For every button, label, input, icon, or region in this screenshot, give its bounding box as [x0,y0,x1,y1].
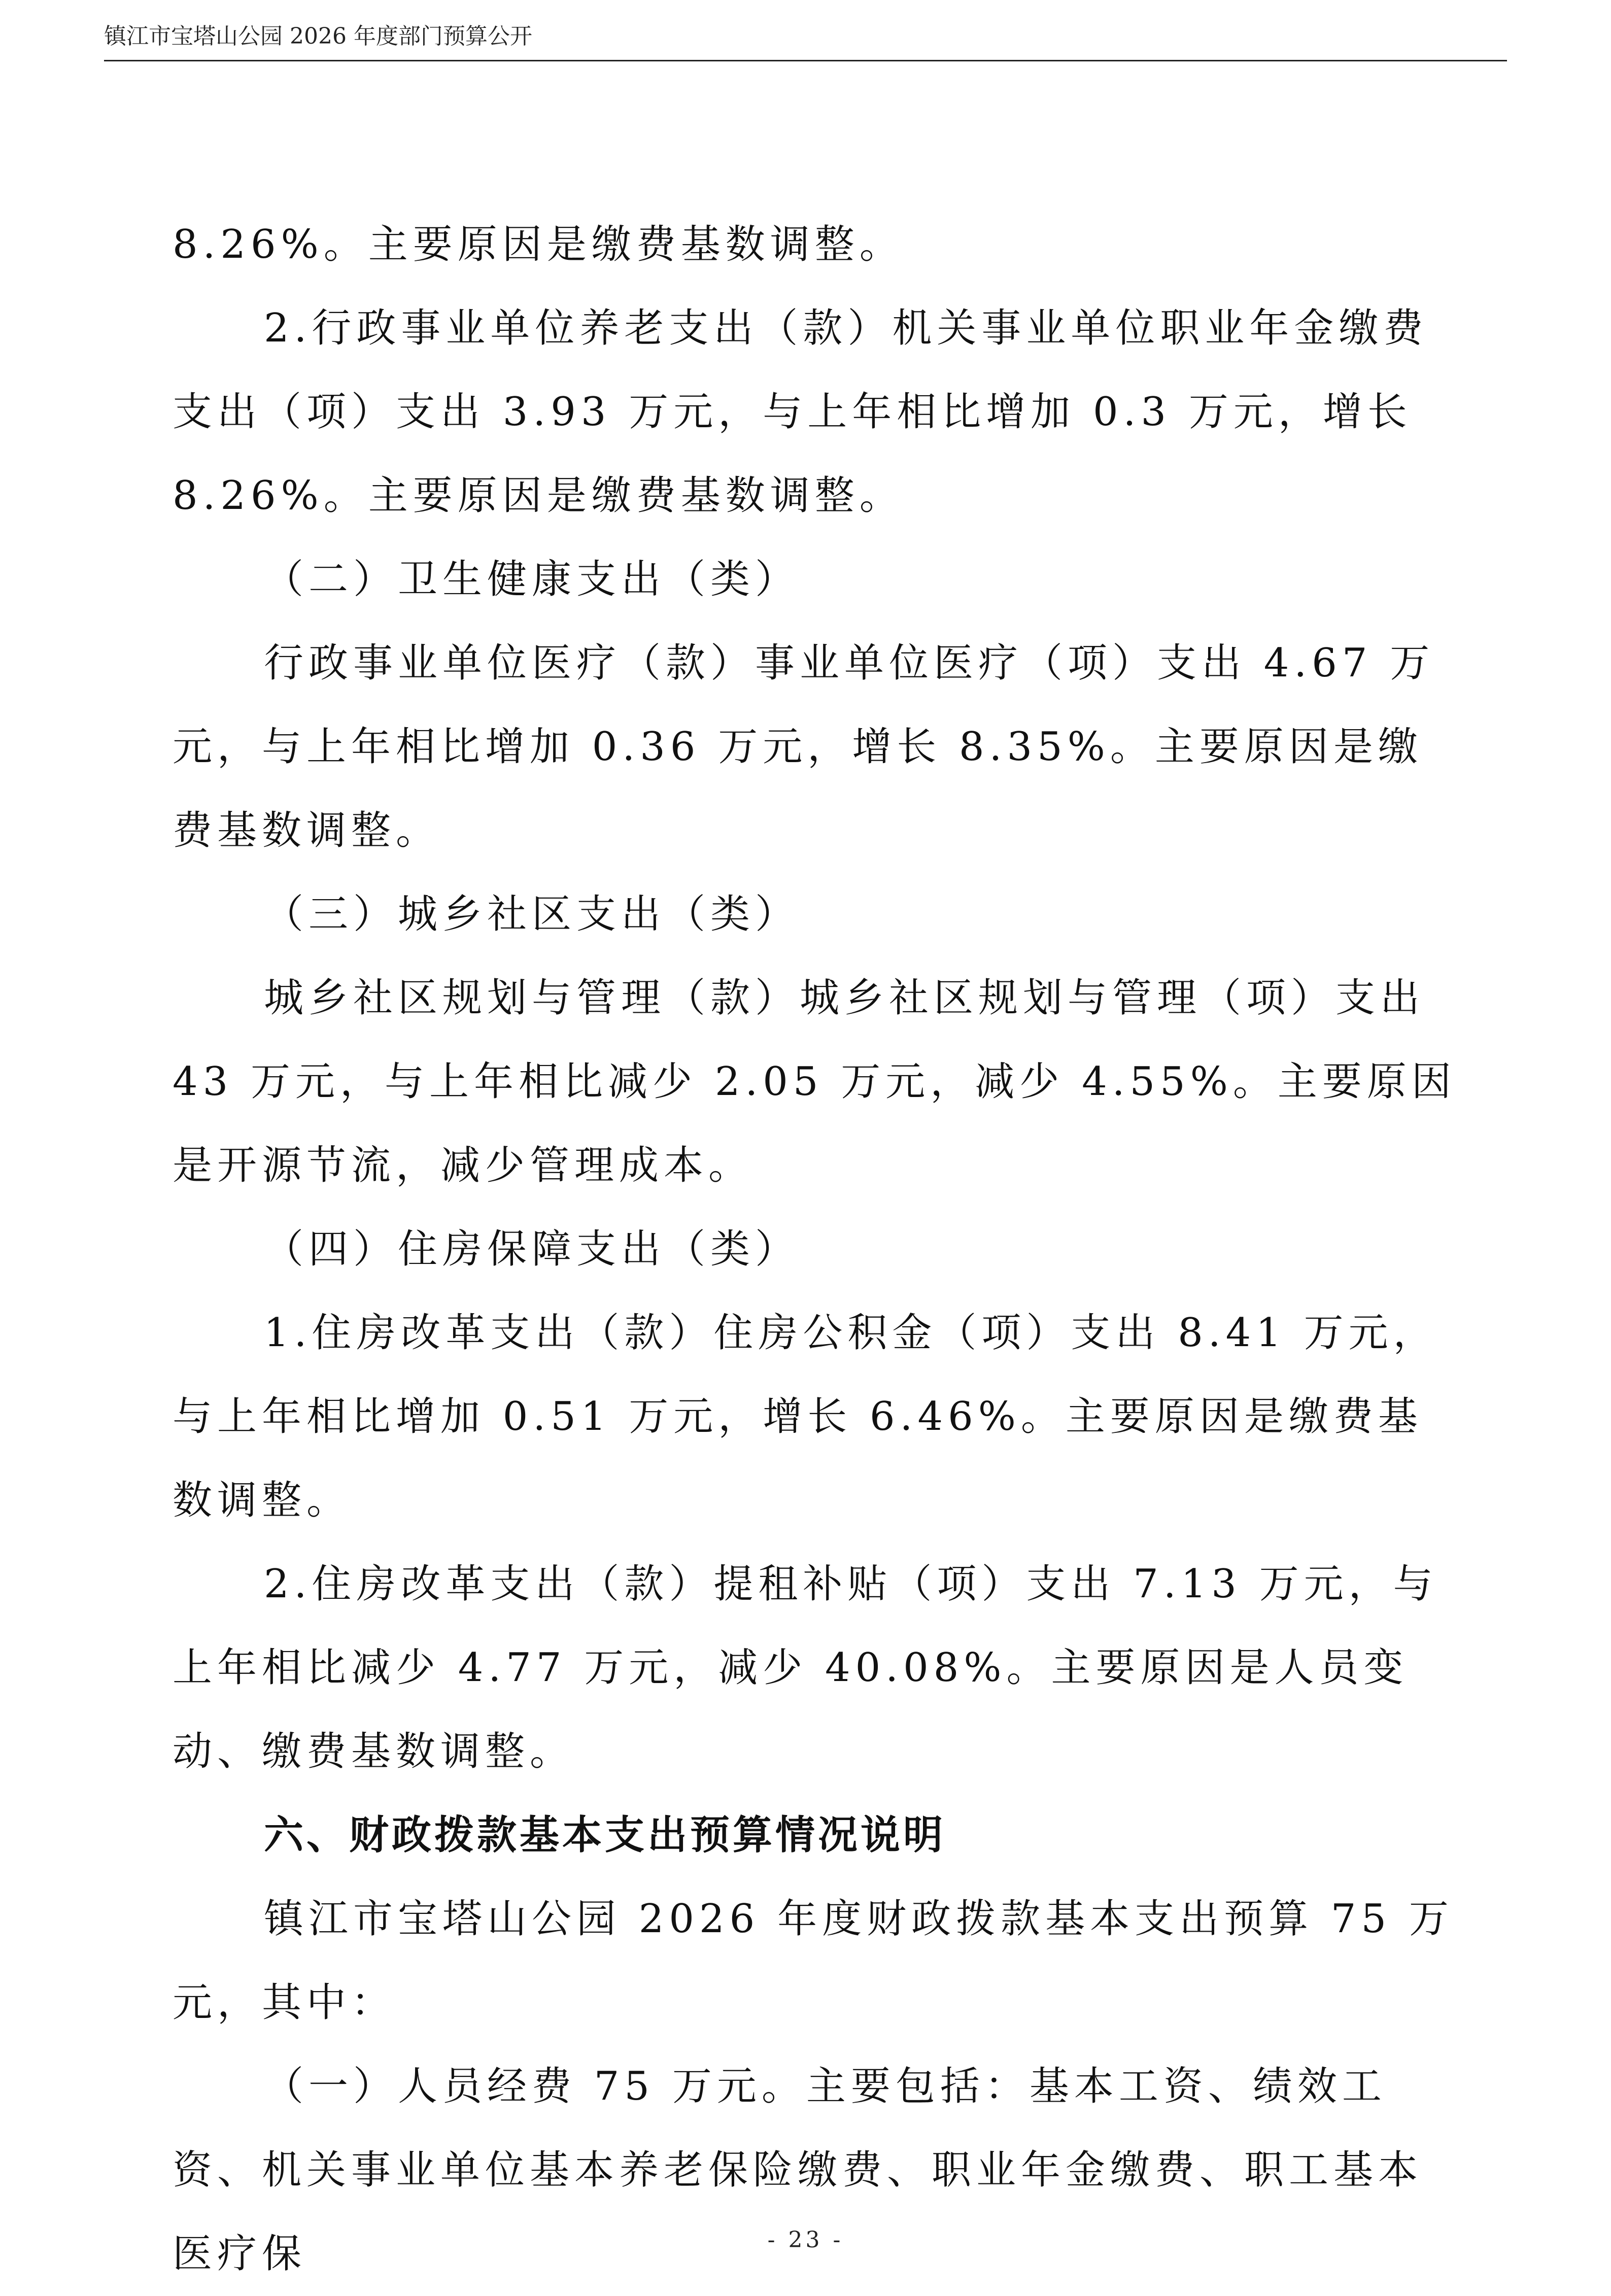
page-number: - 23 - [767,2227,844,2253]
paragraph: 镇江市宝塔山公园 2026 年度财政拨款基本支出预算 75 万元，其中： [173,1896,1454,2026]
paragraph: 8.26%。主要原因是缴费基数调整。 [173,222,904,267]
section-subheading: （二）卫生健康支出（类） [264,557,800,602]
paragraph: 1.住房改革支出（款）住房公积金（项）支出 8.41 万元，与上年相比增加 0.51 万元，增长 6.46%。主要原因是缴费基数调整。 [173,1310,1438,1523]
section-subheading: （三）城乡社区支出（类） [264,892,800,937]
body-text [173,203,1456,2296]
section-heading: 六、财政拨款基本支出预算情况说明 [264,1812,946,1858]
paragraph: 城乡社区规划与管理（款）城乡社区规划与管理（项）支出 43 万元，与上年相比减少 2.05 万元，减少 4.55%。主要原因是开源节流，减少管理成本。 [173,975,1456,1188]
running-header: 镇江市宝塔山公园 2026 年度部门预算公开 [104,23,532,49]
paragraph: （一）人员经费 75 万元。主要包括：基本工资、绩效工资、机关事业单位基本养老保险缴费、职业年金缴费、职工基本医疗保 [173,2064,1423,2277]
paragraph: 2.住房改革支出（款）提租补贴（项）支出 7.13 万元，与上年相比减少 4.77 万元，减少 40.08%。主要原因是人员变动、缴费基数调整。 [173,1561,1438,1774]
paragraph: 行政事业单位医疗（款）事业单位医疗（项）支出 4.67 万元，与上年相比增加 0.36 万元，增长 8.35%。主要原因是缴费基数调整。 [173,640,1435,853]
header-divider [104,60,1507,61]
section-subheading: （四）住房保障支出（类） [264,1226,800,1272]
paragraph: 2.行政事业单位养老支出（款）机关事业单位职业年金缴费支出（项）支出 3.93 万元，与上年相比增加 0.3 万元，增长 8.26%。主要原因是缴费基数调整。 [173,305,1428,519]
